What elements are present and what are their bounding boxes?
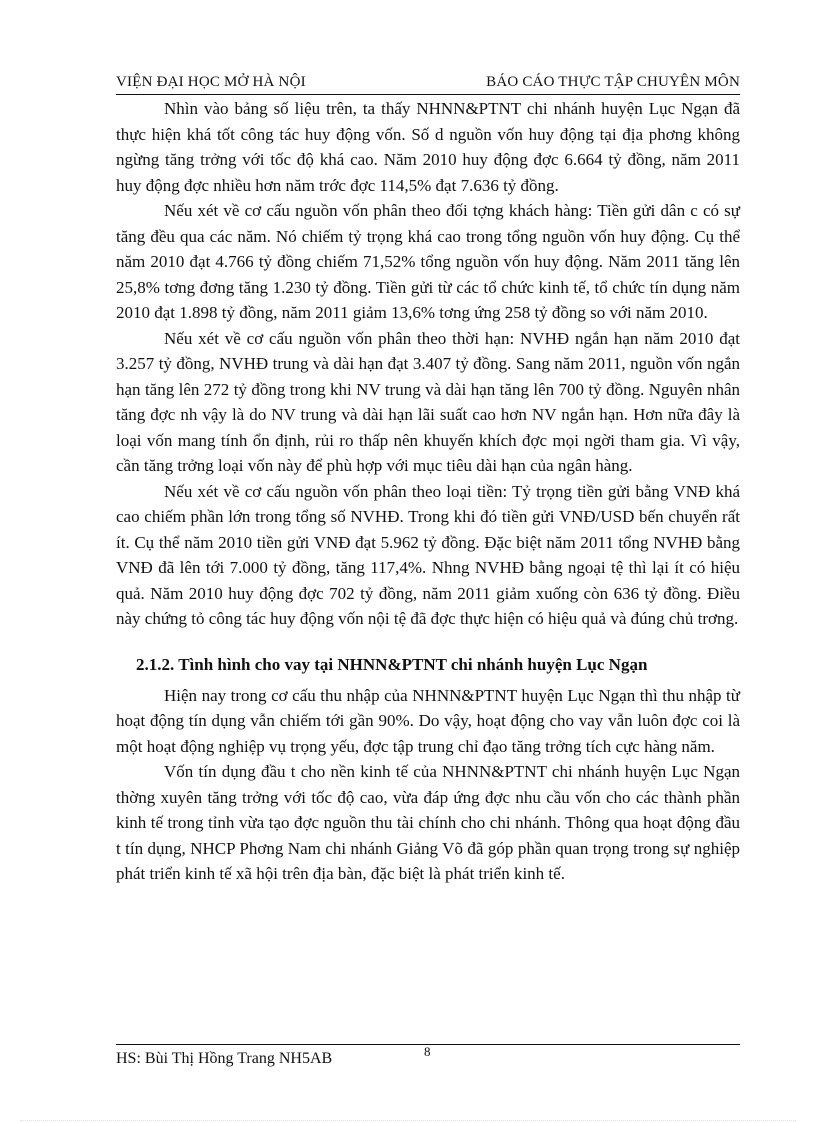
paragraph-4: Nếu xét về cơ cấu nguồn vốn phân theo loại tiền: Tỷ trọng tiền gửi bằng VNĐ khá cao chiếm phần lớn trong tổng số NVHĐ. Trong khi đó tiền gửi VNĐ/USD bến chuyển rất ít. Cụ thể năm 2010 tiền gửi VNĐ đạt 5.962 tỷ đồng. Đặc biệt năm 2011 tổng NVHĐ bằng VNĐ đã lên tới 7.000 tỷ đồng, tăng 117,4%. Nhng NVHĐ bằng ngoại tệ thì lại ít có hiệu quả. Năm 2010 huy động đợc 702 tỷ đồng, năm 2011 giảm xuống còn 636 tỷ đồng. Điều này chứng tỏ công tác huy động vốn nội tệ đã đợc thực hiện có hiệu quả và đúng chủ trơng. bbox=[116, 481, 740, 628]
paragraph-5: Hiện nay trong cơ cấu thu nhập của NHNN&PTNT huyện Lục Ngạn thì thu nhập từ hoạt động tín dụng vẫn chiếm tới gần 90%. Do vậy, hoạt động cho vay vẫn luôn đợc coi là một hoạt động nghiệp vụ trọng yếu, đợc tập trung chỉ đạo tăng trởng tích cực hàng năm. bbox=[116, 685, 740, 756]
header-divider bbox=[116, 94, 740, 95]
section-heading: 2.1.2. Tình hình cho vay tại NHNN&PTNT chi nhánh huyện Lục Ngạn bbox=[136, 654, 648, 674]
paragraph-1: Nhìn vào bảng số liệu trên, ta thấy NHNN&PTNT chi nhánh huyện Lục Ngạn đã thực hiện khá tốt công tác huy động vốn. Số d nguồn vốn huy động tại địa phơng không ngừng tăng trởng với tốc độ khá cao. Năm 2010 huy động đợc 6.664 tỷ đồng, năm 2011 huy động đợc nhiều hơn năm trớc đợc 114,5% đạt 7.636 tỷ đồng. bbox=[116, 99, 740, 195]
footer-author: HS: Bùi Thị Hồng Trang NH5AB bbox=[116, 1050, 333, 1067]
document-body bbox=[116, 96, 740, 887]
page-number: 8 bbox=[424, 1044, 431, 1059]
header-institution: VIỆN ĐẠI HỌC MỞ HÀ NỘI bbox=[116, 74, 306, 90]
paragraph-2: Nếu xét về cơ cấu nguồn vốn phân theo đối tợng khách hàng: Tiền gửi dân c có sự tăng đều qua các năm. Nó chiếm tỷ trọng khá cao trong tổng nguồn vốn huy động. Cụ thể năm 2010 đạt 4.766 tỷ đồng chiếm 71,52% tổng nguồn vốn huy động. Năm 2011 tăng lên 25,8% tơng đơng tăng 1.230 tỷ đồng. Tiền gửi từ các tổ chức kinh tế, tổ chức tín dụng năm 2010 đạt 1.898 tỷ đồng, năm 2011 giảm 13,6% tơng ứng 258 tỷ đồng so với năm 2010. bbox=[116, 201, 740, 322]
page-header bbox=[116, 74, 740, 96]
header-report-title: BÁO CÁO THỰC TẬP CHUYÊN MÔN bbox=[486, 74, 740, 90]
paragraph-3: Nếu xét về cơ cấu nguồn vốn phân theo thời hạn: NVHĐ ngắn hạn năm 2010 đạt 3.257 tỷ đồng, NVHĐ trung và dài hạn đạt 3.407 tỷ đồng. Sang năm 2011, nguồn vốn ngắn hạn tăng lên 272 tỷ đồng trong khi NV trung và dài hạn tăng lên 700 tỷ đồng. Nguyên nhân tăng đợc nh vậy là do NV trung và dài hạn lãi suất cao hơn NV ngắn hạn. Hơn nữa đây là loại vốn mang tính ổn định, rủi ro thấp nên khuyến khích đợc mọi ngời tham gia. Vì vậy, cần tăng trởng loại vốn này để phù hợp với mục tiêu dài hạn của ngân hàng. bbox=[116, 328, 740, 475]
paragraph-6: Vốn tín dụng đầu t cho nền kinh tế của NHNN&PTNT chi nhánh huyện Lục Ngạn thờng xuyên tăng trởng với tốc độ cao, vừa đáp ứng đợc nhu cầu vốn cho các thành phần kinh tế trong tỉnh vừa tạo đợc nguồn thu tài chính cho chi nhánh. Thông qua hoạt động đầu t tín dụng, NHCP Phơng Nam chi nhánh Giảng Võ đã góp phần quan trọng trong sự nghiệp phát triển kinh tế xã hội trên địa bàn, đặc biệt là phát triển kinh tế. bbox=[116, 762, 740, 883]
page-bottom-dotted-line bbox=[20, 1120, 796, 1121]
